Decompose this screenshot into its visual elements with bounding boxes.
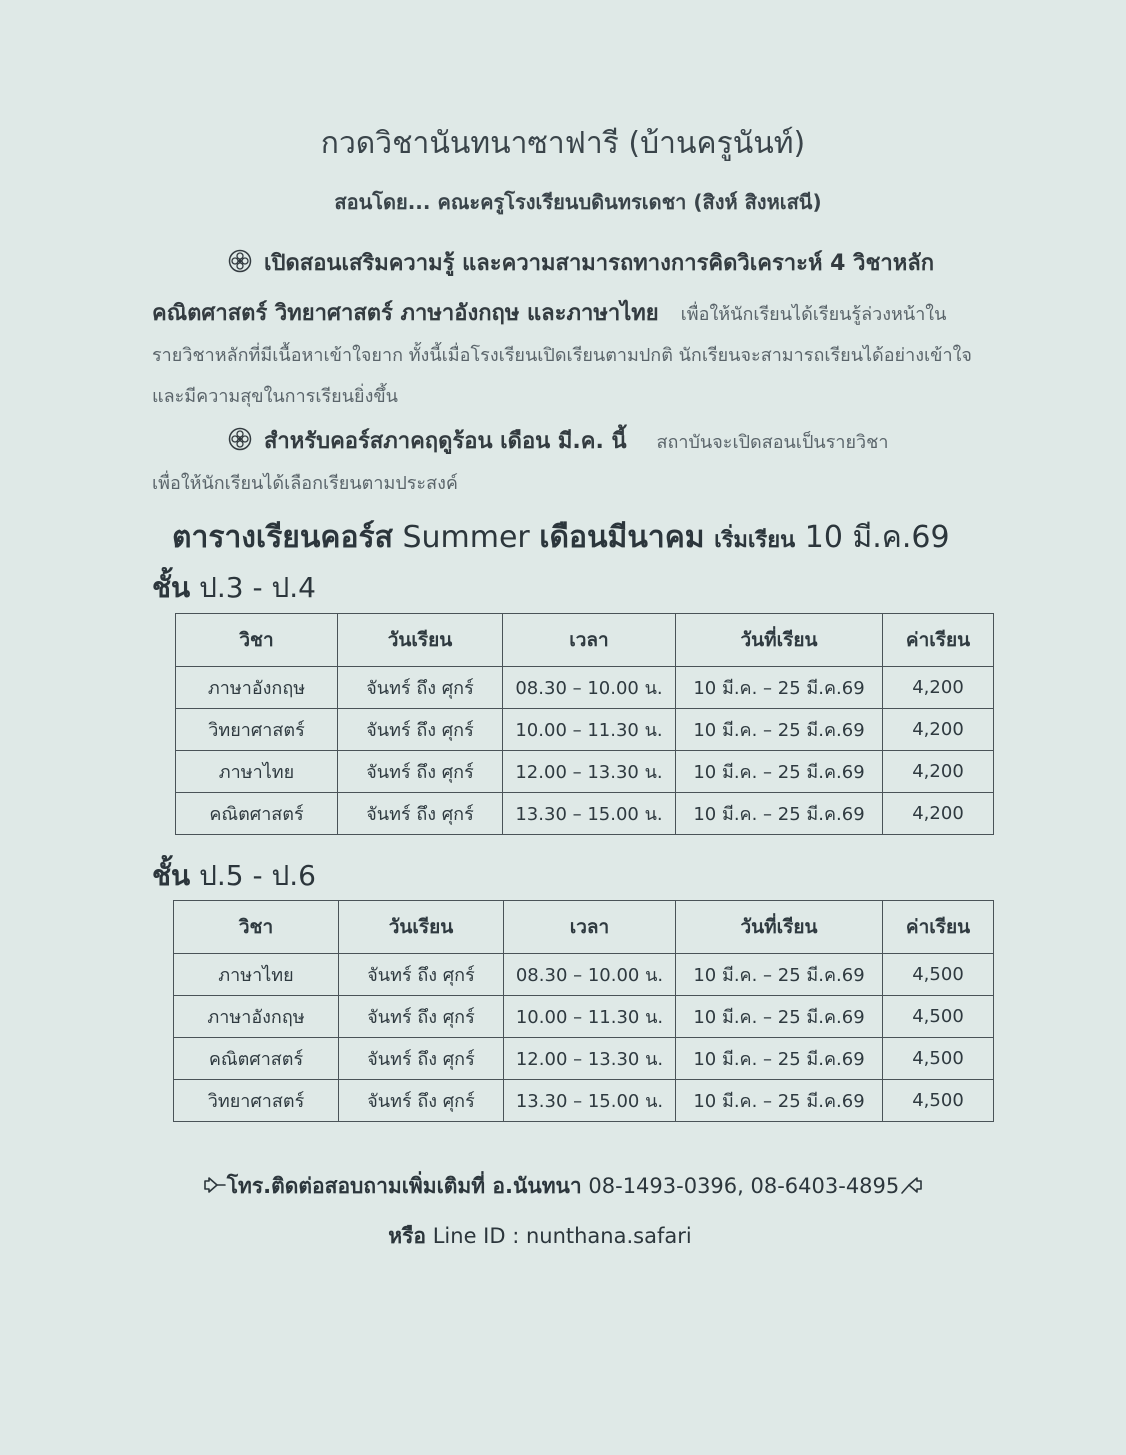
time-cell: 08.30 – 10.00 น. xyxy=(504,954,676,996)
dates-cell: 10 มี.ค. – 25 มี.ค.69 xyxy=(676,793,883,835)
fee-cell: 4,200 xyxy=(883,793,994,835)
grade-prefix: ชั้น xyxy=(152,859,191,892)
grade-label-p3-p4 xyxy=(152,566,316,610)
fee-cell: 4,500 xyxy=(883,996,994,1038)
table-header-row xyxy=(176,614,994,667)
subject-cell: วิทยาศาสตร์ xyxy=(174,1080,339,1122)
core-subjects-text: คณิตศาสตร์ วิทยาศาสตร์ ภาษาอังกฤษ และภาษาไทย xyxy=(152,301,659,326)
subject-cell: ภาษาอังกฤษ xyxy=(174,996,339,1038)
subject-cell: ภาษาอังกฤษ xyxy=(176,667,338,709)
time-cell: 12.00 – 13.30 น. xyxy=(504,1038,676,1080)
fee-cell: 4,500 xyxy=(883,1038,994,1080)
time-cell: 13.30 – 15.00 น. xyxy=(504,1080,676,1122)
line-prefix: หรือ xyxy=(388,1224,427,1248)
table-row xyxy=(174,954,994,996)
subject-cell: วิทยาศาสตร์ xyxy=(176,709,338,751)
intro-paragraph-2 xyxy=(152,295,946,330)
table-row xyxy=(176,751,994,793)
days-cell: จันทร์ ถึง ศุกร์ xyxy=(339,1080,504,1122)
intro-paragraph-3: รายวิชาหลักที่มีเนื้อหาเข้าใจยาก ทั้งนี้เมื่อโรงเรียนเปิดเรียนตามปกติ นักเรียนจะสามารถเรียนได้อย่างเข้าใจ xyxy=(152,345,972,366)
table-row xyxy=(174,996,994,1038)
table-row xyxy=(174,1080,994,1122)
column-header: ค่าเรียน xyxy=(883,901,994,954)
time-cell: 08.30 – 10.00 น. xyxy=(503,667,676,709)
fee-cell: 4,200 xyxy=(883,667,994,709)
days-cell: จันทร์ ถึง ศุกร์ xyxy=(339,996,504,1038)
fee-cell: 4,200 xyxy=(883,751,994,793)
schedule-start-date: 10 มี.ค.69 xyxy=(804,520,950,555)
table-header-row xyxy=(174,901,994,954)
schedule-table-p3-p4 xyxy=(175,613,994,835)
column-header: วิชา xyxy=(176,614,338,667)
flower-bullet-icon xyxy=(228,427,252,451)
fee-cell: 4,500 xyxy=(883,954,994,996)
days-cell: จันทร์ ถึง ศุกร์ xyxy=(338,709,503,751)
grade-label-p5-p6 xyxy=(152,854,316,898)
days-cell: จันทร์ ถึง ศุกร์ xyxy=(338,751,503,793)
schedule-heading-month: เดือนมีนาคม xyxy=(539,520,705,555)
days-cell: จันทร์ ถึง ศุกร์ xyxy=(338,667,503,709)
schedule-table-p5-p6 xyxy=(173,900,994,1122)
dates-cell: 10 มี.ค. – 25 มี.ค.69 xyxy=(676,709,883,751)
schedule-heading-prefix: ตารางเรียนคอร์ส xyxy=(172,520,393,555)
time-cell: 12.00 – 13.30 น. xyxy=(503,751,676,793)
subject-cell: ภาษาไทย xyxy=(176,751,338,793)
subject-cell: คณิตศาสตร์ xyxy=(176,793,338,835)
schedule-start-label: เริ่มเรียน xyxy=(714,528,796,553)
column-header: ค่าเรียน xyxy=(883,614,994,667)
column-header: วันเรียน xyxy=(338,614,503,667)
table-row xyxy=(174,1038,994,1080)
column-header: เวลา xyxy=(504,901,676,954)
column-header: วันเรียน xyxy=(339,901,504,954)
dates-cell: 10 มี.ค. – 25 มี.ค.69 xyxy=(676,996,883,1038)
fee-cell: 4,200 xyxy=(883,709,994,751)
days-cell: จันทร์ ถึง ศุกร์ xyxy=(338,793,503,835)
dates-cell: 10 มี.ค. – 25 มี.ค.69 xyxy=(676,1038,883,1080)
dates-cell: 10 มี.ค. – 25 มี.ค.69 xyxy=(676,667,883,709)
fee-cell: 4,500 xyxy=(883,1080,994,1122)
line-id-text: Line ID : nunthana.safari xyxy=(432,1224,692,1248)
summer-course-text: สำหรับคอร์สภาคฤดูร้อน เดือน มี.ค. นี้ xyxy=(264,429,627,454)
contact-label: โทร.ติดต่อสอบถามเพิ่มเติมที่ อ.นันทนา xyxy=(226,1174,582,1198)
hand-pointing-left-icon xyxy=(899,1173,923,1197)
column-header: วันที่เรียน xyxy=(676,614,883,667)
intro-paragraph-2-text: เพื่อให้นักเรียนได้เรียนรู้ล่วงหน้าใน xyxy=(680,304,947,325)
intro-paragraph-6: เพื่อให้นักเรียนได้เลือกเรียนตามประสงค์ xyxy=(152,473,458,494)
days-cell: จันทร์ ถึง ศุกร์ xyxy=(339,954,504,996)
schedule-heading-summer: Summer xyxy=(402,520,530,555)
time-cell: 10.00 – 11.30 น. xyxy=(504,996,676,1038)
hand-pointing-right-icon xyxy=(203,1173,227,1197)
dates-cell: 10 มี.ค. – 25 มี.ค.69 xyxy=(676,1080,883,1122)
schedule-heading xyxy=(172,514,950,561)
grade-range: ป.5 - ป.6 xyxy=(199,859,316,892)
intro-paragraph-5-text: สถาบันจะเปิดสอนเป็นรายวิชา xyxy=(656,432,889,453)
intro-paragraph-4: และมีความสุขในการเรียนยิ่งขึ้น xyxy=(152,386,398,407)
column-header: วันที่เรียน xyxy=(676,901,883,954)
grade-prefix: ชั้น xyxy=(152,571,191,604)
time-cell: 13.30 – 15.00 น. xyxy=(503,793,676,835)
days-cell: จันทร์ ถึง ศุกร์ xyxy=(339,1038,504,1080)
intro-paragraph-1 xyxy=(228,245,934,280)
page-title: กวดวิชานันทนาซาฟารี (บ้านครูนันท์) xyxy=(320,126,806,161)
column-header: วิชา xyxy=(174,901,339,954)
dates-cell: 10 มี.ค. – 25 มี.ค.69 xyxy=(676,751,883,793)
column-header: เวลา xyxy=(503,614,676,667)
page-subtitle: สอนโดย... คณะครูโรงเรียนบดินทรเดชา (สิงห์ สิงหเสนี) xyxy=(334,190,822,214)
subject-cell: คณิตศาสตร์ xyxy=(174,1038,339,1080)
intro-paragraph-5 xyxy=(228,423,888,458)
line-id-line xyxy=(0,1220,1080,1253)
dates-cell: 10 มี.ค. – 25 มี.ค.69 xyxy=(676,954,883,996)
table-row xyxy=(176,793,994,835)
subject-cell: ภาษาไทย xyxy=(174,954,339,996)
contact-line xyxy=(0,1170,1126,1203)
time-cell: 10.00 – 11.30 น. xyxy=(503,709,676,751)
grade-range: ป.3 - ป.4 xyxy=(199,571,316,604)
intro-paragraph-1-text: เปิดสอนเสริมความรู้ และความสามารถทางการคิดวิเคราะห์ 4 วิชาหลัก xyxy=(264,251,935,276)
contact-phones: 08-1493-0396, 08-6403-4895 xyxy=(588,1174,900,1198)
flower-bullet-icon xyxy=(228,249,252,273)
table-row xyxy=(176,709,994,751)
table-row xyxy=(176,667,994,709)
